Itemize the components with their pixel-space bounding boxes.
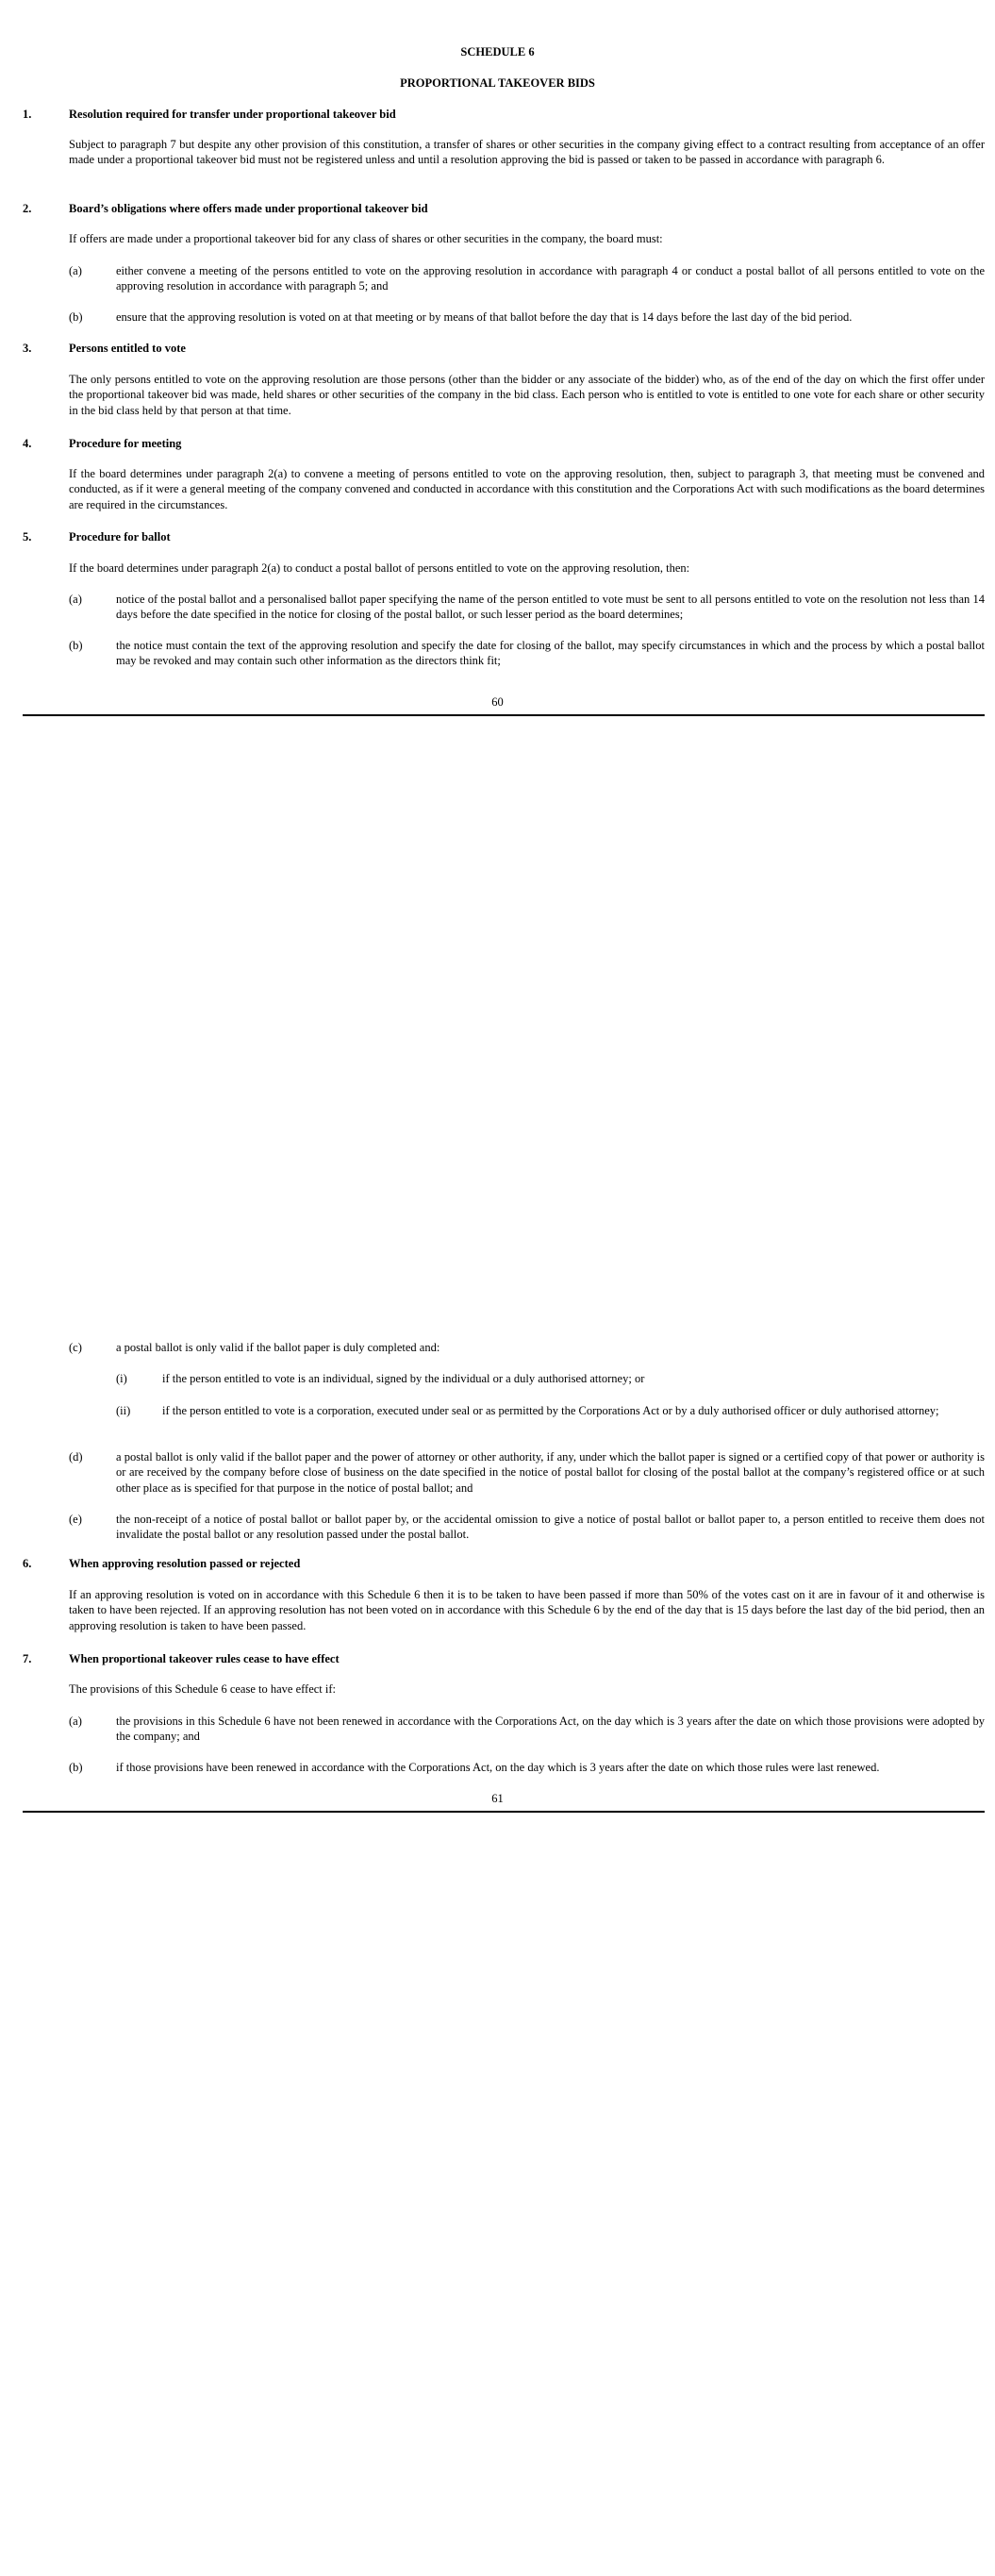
- page-divider: [23, 714, 985, 716]
- page-number: 60: [491, 695, 504, 709]
- section-6-text: If an approving resolution is voted on in accordance with this Schedule 6 then it is to be taken to have been passed if more than 50% of the votes cast on it are in favour of it and otherwise is taken to have been rejected. If an approving resolution has not been voted on in accordance with this Schedule 6 by the end of the day that is 15 days before the last day of the bid period, then an approving resolution is taken to have been passed.: [69, 1588, 985, 1632]
- section-5-item-a-label: (a): [69, 593, 82, 606]
- section-3-text: The only persons entitled to vote on the approving resolution are those persons (other than the bidder or any associate of the bidder) who, as of the end of the day on which the first offer under the proportional takeover bid was made, held shares or other securities of the company in the bid class. Each person who is entitled to vote is entitled to one vote for each share or other security in the bid class held by that person at that time.: [69, 373, 985, 417]
- section-5-heading: Procedure for ballot: [69, 530, 171, 544]
- section-6-heading: When approving resolution passed or rejected: [69, 1557, 301, 1570]
- section-1-heading: Resolution required for transfer under proportional takeover bid: [69, 108, 396, 121]
- section-7-number: 7.: [23, 1652, 32, 1665]
- section-1-number: 1.: [23, 108, 32, 121]
- section-5-text: If the board determines under paragraph 2(a) to conduct a postal ballot of persons entitled to vote on the approving resolution, then:: [69, 561, 690, 575]
- section-2-item-b-text: ensure that the approving resolution is voted on at that meeting or by means of that ballot before the day that is 14 days before the last day of the bid period.: [116, 310, 853, 324]
- section-2-text: If offers are made under a proportional takeover bid for any class of shares or other securities in the company, the board must:: [69, 232, 663, 245]
- section-7-item-a-text: the provisions in this Schedule 6 have not been renewed in accordance with the Corporations Act, on the day which is 3 years after the date on which those provisions were adopted by the company; and: [116, 1715, 985, 1744]
- section-5-item-c-label: (c): [69, 1341, 82, 1354]
- section-7-item-b-label: (b): [69, 1761, 83, 1774]
- section-5-subitem-ii-label: (ii): [116, 1404, 131, 1417]
- section-2-item-a-label: (a): [69, 264, 82, 277]
- section-2-item-a-text: either convene a meeting of the persons entitled to vote on the approving resolution in accordance with paragraph 4 or conduct a postal ballot of all persons entitled to vote on the approving resolution in accordance with paragraph 5; and: [116, 264, 985, 293]
- section-2-heading: Board’s obligations where offers made under proportional takeover bid: [69, 202, 428, 215]
- section-5-number: 5.: [23, 530, 32, 544]
- section-2-item-b-label: (b): [69, 310, 83, 324]
- section-5-subitem-i-text: if the person entitled to vote is an individual, signed by the individual or a duly authorised attorney; or: [162, 1372, 645, 1385]
- section-5-item-b-label: (b): [69, 639, 83, 652]
- section-5-item-a-text: notice of the postal ballot and a personalised ballot paper specifying the name of the person entitled to vote must be sent to all persons entitled to vote on the resolution not less than 14 days before the date specified in the notice for closing of the postal ballot, or such lesser period as the board determines;: [116, 593, 985, 622]
- section-5-item-b-text: the notice must contain the text of the approving resolution and specify the date for closing of the ballot, may specify circumstances in which and the process by which a postal ballot may be revoked and may contain such other information as the directors think fit;: [116, 639, 985, 668]
- section-1-text: Subject to paragraph 7 but despite any other provision of this constitution, a transfer of shares or other securities in the company giving effect to a contract resulting from acceptance of an offer made under a proportional takeover bid must not be registered unless and until a resolution approving the bid is passed or taken to be passed in accordance with paragraph 6.: [69, 138, 985, 167]
- schedule-subtitle: PROPORTIONAL TAKEOVER BIDS: [400, 76, 595, 90]
- section-7-item-b-text: if those provisions have been renewed in accordance with the Corporations Act, on the day which is 3 years after the date on which those rules were last renewed.: [116, 1761, 880, 1774]
- document-page-60: [0, 0, 995, 722]
- section-4-text: If the board determines under paragraph 2(a) to convene a meeting of persons entitled to vote on the approving resolution, then, subject to paragraph 3, that meeting must be convened and conducted, as if it were a general meeting of the company convened and conducted in accordance with this constitution and the Corporations Act with such modifications as the board determines are required in the circumstances.: [69, 467, 985, 511]
- section-4-number: 4.: [23, 437, 32, 450]
- section-5-subitem-ii-text: if the person entitled to vote is a corporation, executed under seal or as permitted by the Corporations Act or by a duly authorised officer or duly authorised attorney;: [162, 1404, 939, 1417]
- page-divider: [23, 1811, 985, 1813]
- section-4-heading: Procedure for meeting: [69, 437, 182, 450]
- page-number: 61: [491, 1792, 504, 1805]
- section-3-heading: Persons entitled to vote: [69, 342, 186, 355]
- section-7-item-a-label: (a): [69, 1715, 82, 1728]
- section-5-item-e-label: (e): [69, 1513, 82, 1526]
- section-7-heading: When proportional takeover rules cease to have effect: [69, 1652, 340, 1665]
- section-5-item-d-text: a postal ballot is only valid if the ballot paper and the power of attorney or other authority, if any, under which the ballot paper is signed or a certified copy of that power or authority is or are received by the company before close of business on the date specified in the notice of postal ballot for closing of the postal ballot at the company’s registered office or at such other place as is specified for that purpose in the notice of postal ballot; and: [116, 1450, 985, 1495]
- section-5-item-e-text: the non-receipt of a notice of postal ballot or ballot paper by, or the accidental omission to give a notice of postal ballot or ballot paper to, a person entitled to receive them does not invalidate the postal ballot or any resolution passed under the postal ballot.: [116, 1513, 985, 1542]
- section-5-subitem-i-label: (i): [116, 1372, 127, 1385]
- section-5-item-c-text: a postal ballot is only valid if the ballot paper is duly completed and:: [116, 1341, 440, 1354]
- document-page-61: [0, 1340, 995, 1849]
- schedule-title: SCHEDULE 6: [460, 45, 535, 59]
- section-6-number: 6.: [23, 1557, 32, 1570]
- section-3-number: 3.: [23, 342, 32, 355]
- section-5-item-d-label: (d): [69, 1450, 83, 1464]
- section-2-number: 2.: [23, 202, 32, 215]
- section-7-text: The provisions of this Schedule 6 cease to have effect if:: [69, 1682, 337, 1696]
